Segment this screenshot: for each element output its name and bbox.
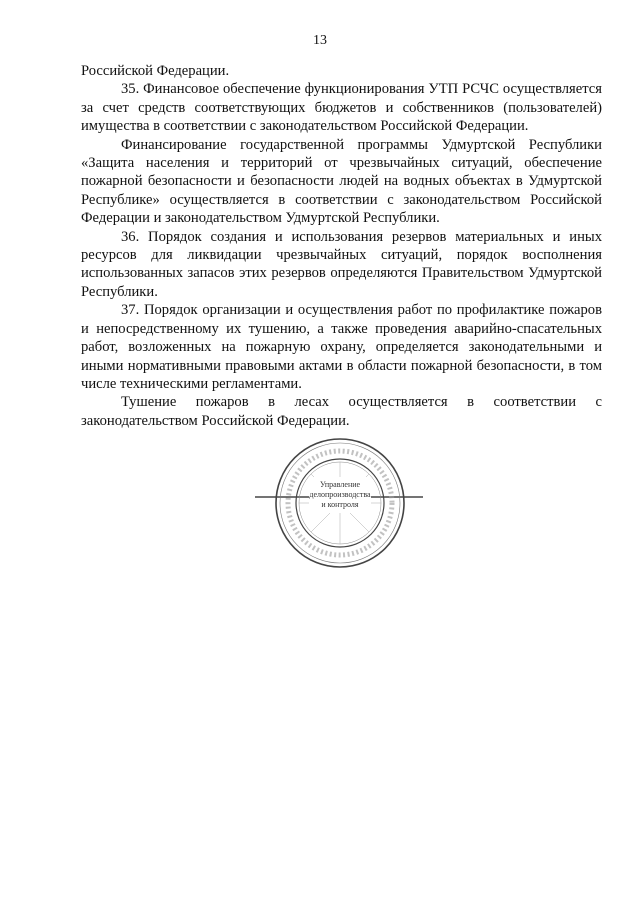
document-body <box>81 62 602 430</box>
paragraph-36: 36. Порядок создания и использования резервов материальных и иных ресурсов для ликвидации чрезвычайных ситуаций, порядок восполнения использованных запасов этих резервов определяются Правительством Удмуртской Республики. <box>81 228 602 300</box>
paragraph-continuation: Российской Федерации. <box>81 63 230 79</box>
page-number: 13 <box>313 33 327 48</box>
official-seal-stamp <box>255 435 425 575</box>
paragraph-financing-program: Финансирование государственной программы Удмуртской Республики «Защита населения и территорий от чрезвычайных ситуаций, обеспечение пожарной безопасности и безопасности людей на водных объектах в Удмуртской Республике» осуществляется в соответствии с законодательством Российской Федерации и законодательством Удмуртской Республики. <box>81 136 602 227</box>
paragraph-forest-fires: Тушение пожаров в лесах осуществляется в соответствии с законодательством Российской Федерации. <box>81 394 602 429</box>
paragraph-35: 35. Финансовое обеспечение функционирования УТП РСЧС осуществляется за счет средств соответствующих бюджетов и собственников (пользователей) имущества в соответствии с законодательством Российской Федерации. <box>81 81 602 135</box>
paragraph-37: 37. Порядок организации и осуществления работ по профилактике пожаров и непосредственному их тушению, а также проведения аварийно-спасательных работ, возложенных на пожарную охрану, определяется законодательными и иными нормативными правовыми актами в области пожарной безопасности, в том числе техническими регламентами. <box>81 302 602 392</box>
seal-text-line-3: и контроля <box>321 500 359 509</box>
seal-text-line-2: делопроизводства <box>309 490 371 499</box>
seal-text-line-1: Управление <box>319 480 361 489</box>
seal-icon <box>255 435 425 575</box>
